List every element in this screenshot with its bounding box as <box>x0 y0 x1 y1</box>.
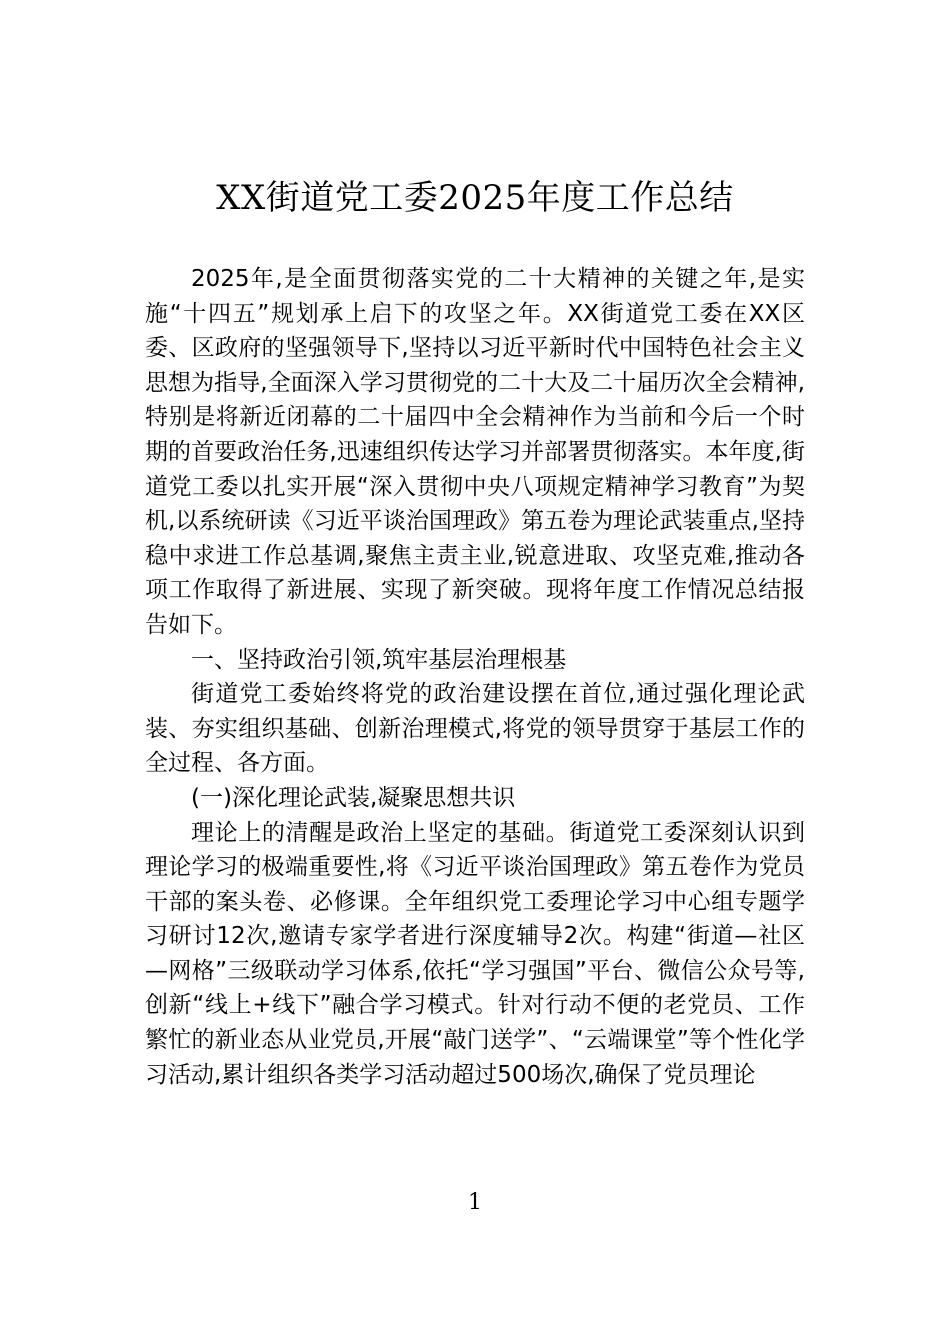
subsection-heading-1: (一)深化理论武装,凝聚思想共识 <box>191 784 516 811</box>
page-number: 1 <box>468 1190 482 1215</box>
intro-paragraph: 2025年,是全面贯彻落实党的二十大精神的关键之年,是实施“十四五”规划承上启下的攻坚之年。XX街道党工委在XX区委、区政府的坚强领导下,坚持以习近平新时代中国特色社会主义思想为指导,全面深入学习贯彻党的二十大及二十届历次全会精神,特别是将新近闭幕的二十届四中全会精神作为当前和今后一个时期的首要政治任务,迅速组织传达学习并部署贯彻落实。本年度,街道党工委以扎实开展“深入贯彻中央八项规定精神学习教育”为契机,以系统研读《习近平谈治国理政》第五卷为理论武装重点,坚持稳中求进工作总基调,聚焦主责主业,锐意进取、攻坚克难,推动各项工作取得了新进展、实现了新突破。现将年度工作情况总结报告如下。 <box>145 266 805 638</box>
section-1-paragraph: 街道党工委始终将党的政治建设摆在首位,通过强化理论武装、夯实组织基础、创新治理模式,将党的领导贯穿于基层工作的全过程、各方面。 <box>145 681 805 777</box>
document-title: XX街道党工委2025年度工作总结 <box>216 178 734 218</box>
section-heading-1: 一、坚持政治引领,筑牢基层治理根基 <box>191 646 567 673</box>
subsection-1-paragraph: 理论上的清醒是政治上坚定的基础。街道党工委深刻认识到理论学习的极端重要性,将《习近平谈治国理政》第五卷作为党员干部的案头卷、必修课。全年组织党工委理论学习中心组专题学习研讨12次,邀请专家学者进行深度辅导2次。构建“街道—社区—网格”三级联动学习体系,依托“学习强国”平台、微信公众号等,创新“线上+线下”融合学习模式。针对行动不便的老党员、工作繁忙的新业态从业党员,开展“敲门送学”、“云端课堂”等个性化学习活动,累计组织各类学习活动超过500场次,确保了党员理论 <box>145 819 805 1088</box>
document-body <box>145 262 805 1092</box>
